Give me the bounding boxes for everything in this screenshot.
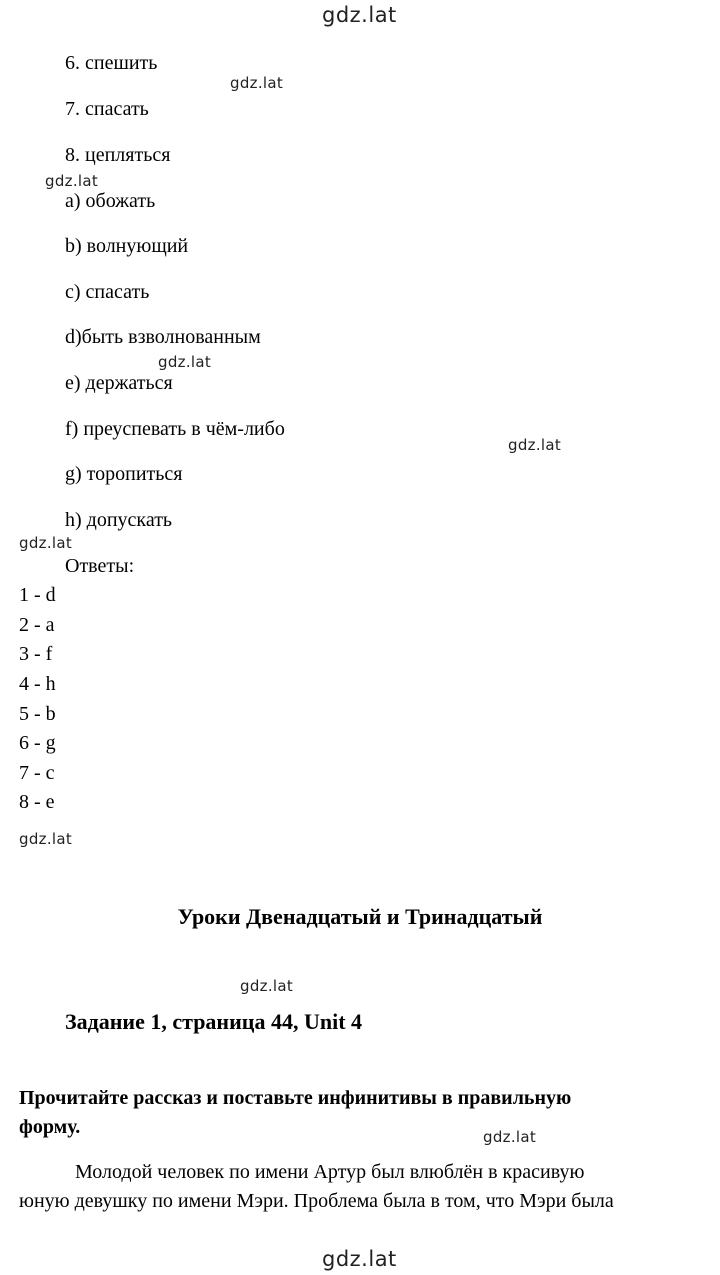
- answer-item: 6 - g: [19, 732, 56, 754]
- definition-item: a) обожать: [65, 190, 156, 212]
- story-line: Молодой человек по имени Артур был влюблён в красивую: [75, 1161, 585, 1183]
- story-line: юную девушку по имени Мэри. Проблема была в том, что Мэри была: [19, 1190, 614, 1212]
- watermark: gdz.lat: [508, 436, 562, 454]
- answer-item: 7 - c: [19, 762, 55, 784]
- word-item: 8. цепляться: [65, 144, 171, 166]
- answer-item: 3 - f: [19, 643, 53, 665]
- watermark: gdz.lat: [483, 1128, 537, 1146]
- task-title: Задание 1, страница 44, Unit 4: [65, 1009, 363, 1034]
- definition-item: f) преуспевать в чём-либо: [65, 418, 285, 440]
- word-item: 7. спасать: [65, 98, 149, 120]
- definition-item: h) допускать: [65, 509, 173, 531]
- answer-item: 4 - h: [19, 673, 56, 695]
- instruction-line: Прочитайте рассказ и поставьте инфинитивы в правильную: [19, 1087, 572, 1109]
- answer-item: 2 - a: [19, 614, 55, 636]
- definition-item: d)быть взволнованным: [65, 326, 261, 348]
- answer-item: 8 - e: [19, 791, 55, 813]
- watermark: gdz.lat: [230, 74, 284, 92]
- word-item: 6. спешить: [65, 52, 158, 74]
- watermark: gdz.lat: [240, 977, 294, 995]
- watermark: gdz.lat: [19, 534, 73, 552]
- definition-item: c) спасать: [65, 281, 150, 303]
- answer-item: 1 - d: [19, 584, 56, 606]
- watermark: gdz.lat: [322, 3, 397, 27]
- watermark: gdz.lat: [322, 1247, 397, 1271]
- definition-item: g) торопиться: [65, 463, 183, 485]
- answer-item: 5 - b: [19, 703, 56, 725]
- watermark: gdz.lat: [45, 172, 99, 190]
- watermark: gdz.lat: [158, 353, 212, 371]
- answers-label: Ответы:: [65, 555, 135, 577]
- instruction-line: форму.: [19, 1116, 81, 1138]
- watermark: gdz.lat: [19, 830, 73, 848]
- definition-item: e) держаться: [65, 372, 173, 394]
- lesson-title: Уроки Двенадцатый и Тринадцатый: [177, 904, 543, 929]
- definition-item: b) волнующий: [65, 235, 189, 257]
